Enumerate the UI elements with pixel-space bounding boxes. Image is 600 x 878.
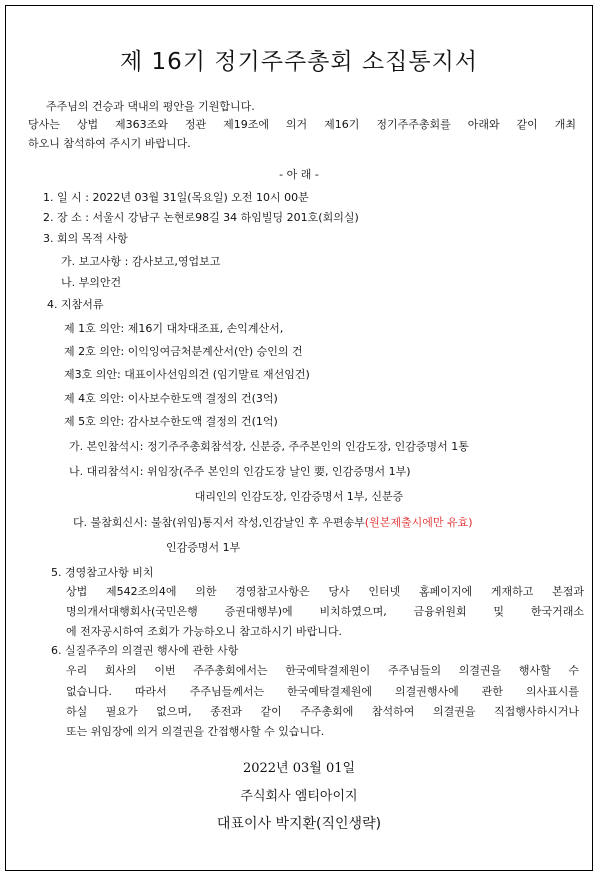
- reference-line-1: 상법 제542조의4에 의한 경영참고사항은 당사 인터넷 홈페이지에 게재하고 본점과: [66, 585, 584, 598]
- absent-reply-text: 다. 불참회신시: 불참(위임)통지서 작성,인감날인 후 우편송부: [73, 516, 365, 529]
- voting-line-4: 또는 위임장에 의거 의결권을 간접행사할 수 있습니다.: [66, 725, 325, 738]
- purpose-resolution: 나. 부의안건: [61, 276, 122, 289]
- intro-line-1: 당사는 상법 제363조와 정관 제19조에 의거 제16기 정기주주총회를 아래와 같이 개최: [28, 118, 576, 131]
- attend-self: 가. 본인참석시: 정기주주총회참석장, 신분증, 주주본인의 인감도장, 인감증명서 1통: [69, 440, 469, 453]
- company-name: 주식회사 엠티아이지: [240, 789, 358, 804]
- voting-line-1: 우리 회사의 이번 주주총회에서는 한국예탁결제원이 주주님들의 의결권을 행사할 수: [66, 664, 579, 677]
- documents-heading: 4. 지참서류: [47, 298, 104, 311]
- meeting-date: 1. 일 시 : 2022년 03월 31일(목요일) 오전 10시 00분: [43, 191, 309, 204]
- attend-proxy-continued: 대리인의 인감도장, 인감증명서 1부, 신분증: [194, 490, 404, 503]
- voting-line-2: 없습니다. 따라서 주주님들께서는 한국예탁결제원에 의결권행사에 관한 의사표시를: [66, 685, 579, 698]
- intro-line-2: 하오니 참석하여 주시기 바랍니다.: [28, 137, 191, 150]
- agenda-item: 제3호 의안: 대표이사선임의건 (임기말료 재선임건): [64, 368, 310, 381]
- issue-date: 2022년 03월 01일: [242, 761, 356, 776]
- reference-line-3: 에 전자공시하여 조회가 가능하오니 참고하시기 바랍니다.: [66, 625, 343, 638]
- meeting-place: 2. 장 소 : 서울시 강남구 논현로98길 34 하임빌딩 201호(회의실): [43, 211, 359, 224]
- agenda-item: 제 2호 의안: 이익잉여금처분계산서(안) 승인의 건: [64, 345, 303, 358]
- purpose-report: 가. 보고사항 : 감사보고,영업보고: [61, 255, 221, 268]
- agenda-item: 제 1호 의안: 제16기 대차대조표, 손익계산서,: [64, 322, 284, 335]
- reference-heading: 5. 경영참고사항 비치: [51, 566, 154, 579]
- absent-reply-continued: 인감증명서 1부: [166, 541, 241, 554]
- voting-line-3: 하실 필요가 없으며, 종전과 같이 주주총회에 참석하여 의결권을 직접행사하시거나: [66, 705, 579, 718]
- center-heading: - 아 래 -: [279, 168, 319, 181]
- greeting: 주주님의 건승과 댁내의 평안을 기원합니다.: [46, 100, 255, 113]
- notice-document: [5, 5, 593, 871]
- purpose-heading: 3. 회의 목적 사항: [43, 232, 128, 245]
- reference-line-2: 명의개서대행회사(국민은행 증권대행부)에 비치하였으며, 금융위원회 및 한국거래소: [66, 605, 584, 618]
- voting-heading: 6. 실질주주의 의결권 행사에 관한 사항: [51, 644, 239, 657]
- absent-reply-note: (원본제출시에만 유효): [364, 516, 473, 529]
- representative: 대표이사 박지환(직인생략): [216, 816, 382, 832]
- document-title: 제 16기 정기주주총회 소집통지서: [119, 49, 479, 75]
- agenda-item: 제 4호 의안: 이사보수한도액 결정의 건(3억): [64, 392, 278, 405]
- attend-proxy: 나. 대리참석시: 위임장(주주 본인의 인감도장 날인 要, 인감증명서 1부): [69, 465, 411, 478]
- agenda-item: 제 5호 의안: 감사보수한도액 결정의 건(1억): [64, 415, 278, 428]
- absent-reply: [73, 514, 473, 530]
